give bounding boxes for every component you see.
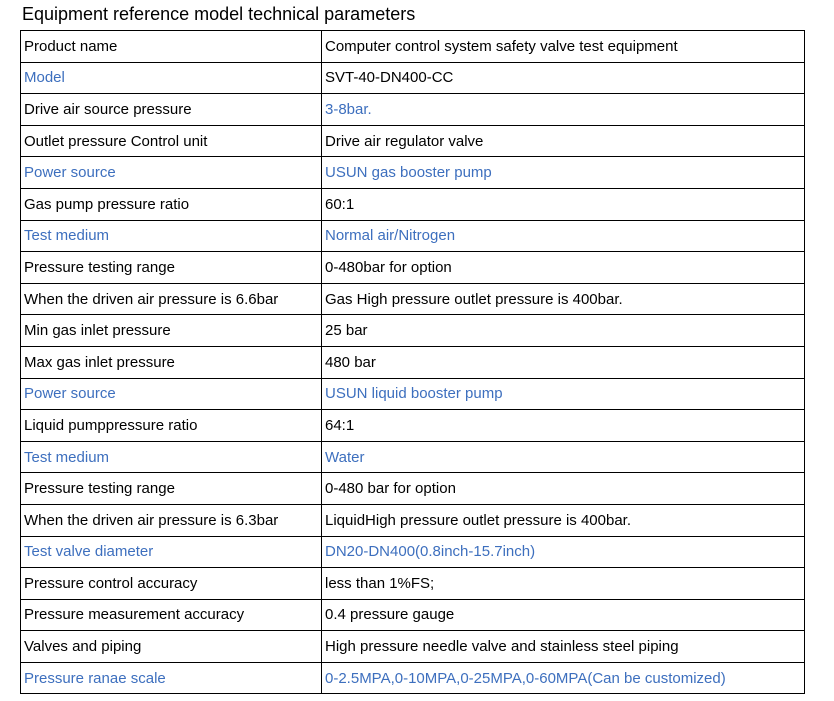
table-row (21, 504, 805, 536)
parameter-label: Model (21, 62, 322, 94)
table-row (21, 662, 805, 694)
parameter-value: Normal air/Nitrogen (322, 220, 805, 252)
parameter-value: 60:1 (322, 188, 805, 220)
parameter-label: Valves and piping (21, 631, 322, 663)
parameter-label: Pressure testing range (21, 252, 322, 284)
parameter-label: Pressure measurement accuracy (21, 599, 322, 631)
parameter-value: 0-480bar for option (322, 252, 805, 284)
parameter-label: Pressure ranae scale (21, 662, 322, 694)
parameter-label: When the driven air pressure is 6.6bar (21, 283, 322, 315)
table-row (21, 599, 805, 631)
parameter-value: SVT-40-DN400-CC (322, 62, 805, 94)
parameter-label: Liquid pumppressure ratio (21, 410, 322, 442)
parameter-label: Pressure testing range (21, 473, 322, 505)
table-row (21, 125, 805, 157)
parameter-value: USUN liquid booster pump (322, 378, 805, 410)
parameter-label: Drive air source pressure (21, 94, 322, 126)
table-row (21, 473, 805, 505)
table-row (21, 252, 805, 284)
table-row (21, 157, 805, 189)
parameter-label: Test medium (21, 220, 322, 252)
parameter-value: 3-8bar. (322, 94, 805, 126)
parameter-value: 64:1 (322, 410, 805, 442)
parameter-label: Power source (21, 157, 322, 189)
table-row (21, 536, 805, 568)
parameter-value: less than 1%FS; (322, 568, 805, 600)
parameter-value: Water (322, 441, 805, 473)
parameter-value: LiquidHigh pressure outlet pressure is 400bar. (322, 504, 805, 536)
table-row (21, 410, 805, 442)
parameter-label: Pressure control accuracy (21, 568, 322, 600)
parameter-label: Outlet pressure Control unit (21, 125, 322, 157)
table-row (21, 188, 805, 220)
table-row (21, 62, 805, 94)
parameter-value: High pressure needle valve and stainless steel piping (322, 631, 805, 663)
parameter-label: Test medium (21, 441, 322, 473)
table-row (21, 315, 805, 347)
parameter-label: Power source (21, 378, 322, 410)
table-row (21, 283, 805, 315)
parameter-value: 480 bar (322, 346, 805, 378)
parameter-value: 0-2.5MPA,0-10MPA,0-25MPA,0-60MPA(Can be customized) (322, 662, 805, 694)
parameter-value: 25 bar (322, 315, 805, 347)
parameter-value: USUN gas booster pump (322, 157, 805, 189)
table-row (21, 631, 805, 663)
parameter-label: Test valve diameter (21, 536, 322, 568)
parameter-label: Max gas inlet pressure (21, 346, 322, 378)
parameter-value: Computer control system safety valve test equipment (322, 31, 805, 63)
page-title: Equipment reference model technical parameters (22, 4, 416, 24)
parameter-label: When the driven air pressure is 6.3bar (21, 504, 322, 536)
table-row (21, 94, 805, 126)
table-row (21, 31, 805, 63)
table-row (21, 378, 805, 410)
parameter-label: Gas pump pressure ratio (21, 188, 322, 220)
parameters-table-body (21, 31, 805, 694)
parameter-label: Product name (21, 31, 322, 63)
parameter-label: Min gas inlet pressure (21, 315, 322, 347)
table-row (21, 441, 805, 473)
parameter-value: 0.4 pressure gauge (322, 599, 805, 631)
parameters-table (20, 30, 805, 694)
table-row (21, 220, 805, 252)
parameter-value: DN20-DN400(0.8inch-15.7inch) (322, 536, 805, 568)
table-row (21, 568, 805, 600)
parameter-value: 0-480 bar for option (322, 473, 805, 505)
parameter-value: Drive air regulator valve (322, 125, 805, 157)
parameter-value: Gas High pressure outlet pressure is 400bar. (322, 283, 805, 315)
table-row (21, 346, 805, 378)
